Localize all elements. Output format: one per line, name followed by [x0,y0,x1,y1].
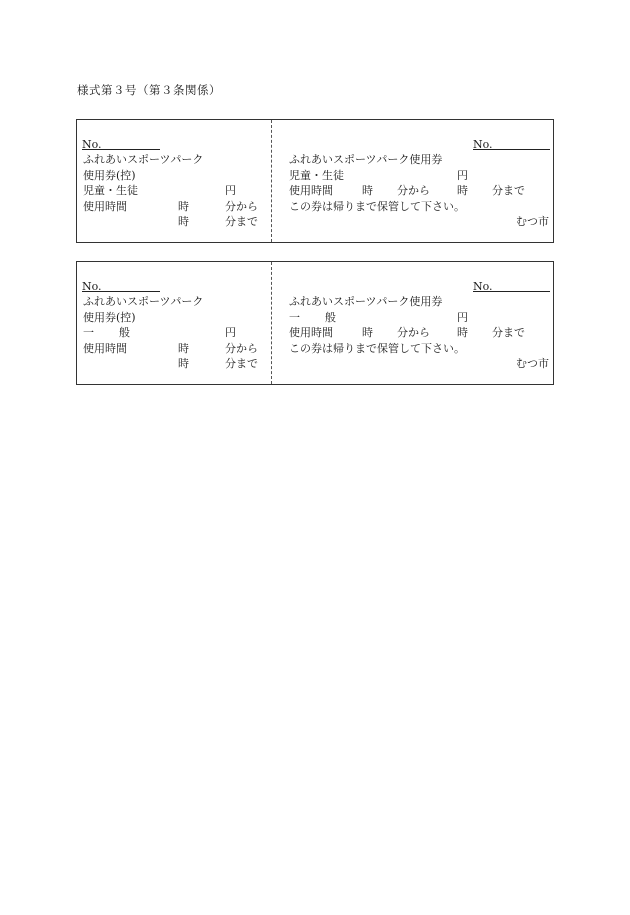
stub-from-label: 分から [225,342,258,355]
stub-number-label: No. [82,280,102,293]
ticket-notice: この券は帰りまで保管して下さい。 [289,200,465,213]
stub-yen-label: 円 [225,326,236,339]
stub-hour-label: 時 [178,200,189,213]
ticket-hour-label: 時 [362,326,373,339]
stub-category: 児童・生徒 [83,184,138,197]
stub-from-label: 分から [225,200,258,213]
stub-ticket-label: 使用券(控) [83,169,136,182]
perforation-line [271,120,272,242]
stub-park-name: ふれあいスポーツパーク [83,153,204,166]
ticket-category-first: 一 [289,311,300,324]
ticket-category-second: 般 [325,311,336,324]
stub-until-label: 分まで [225,357,258,370]
ticket-number-label: No. [473,280,493,293]
ticket-category: 児童・生徒 [289,169,344,182]
ticket-child-student [76,119,554,243]
stub-hour-label: 時 [178,357,189,370]
stub-park-name: ふれあいスポーツパーク [83,295,204,308]
stub-ticket-label: 使用券(控) [83,311,136,324]
stub-category-first: 一 [83,326,94,339]
ticket-from-label: 分から [397,184,430,197]
ticket-general [76,261,554,385]
ticket-hour-label: 時 [457,184,468,197]
ticket-usage-time-label: 使用時間 [289,184,333,197]
ticket-until-label: 分まで [492,184,525,197]
ticket-issuer: むつ市 [516,215,549,228]
stub-hour-label: 時 [178,342,189,355]
stub-usage-time-label: 使用時間 [83,342,127,355]
ticket-from-label: 分から [397,326,430,339]
stub-yen-label: 円 [225,184,236,197]
ticket-usage-time-label: 使用時間 [289,326,333,339]
ticket-hour-label: 時 [362,184,373,197]
ticket-number-label: No. [473,138,493,151]
ticket-notice: この券は帰りまで保管して下さい。 [289,342,465,355]
ticket-title: ふれあいスポーツパーク使用券 [289,153,443,166]
ticket-title: ふれあいスポーツパーク使用券 [289,295,443,308]
ticket-issuer: むつ市 [516,357,549,370]
stub-category-second: 般 [119,326,130,339]
ticket-number-field [473,137,550,150]
ticket-yen-label: 円 [457,311,468,324]
stub-number-field [82,137,160,150]
form-title: 様式第３号（第３条関係） [77,83,221,97]
stub-number-label: No. [82,138,102,151]
perforation-line [271,262,272,384]
stub-hour-label: 時 [178,215,189,228]
ticket-number-field [473,279,550,292]
stub-usage-time-label: 使用時間 [83,200,127,213]
ticket-hour-label: 時 [457,326,468,339]
ticket-until-label: 分まで [492,326,525,339]
stub-until-label: 分まで [225,215,258,228]
ticket-yen-label: 円 [457,169,468,182]
stub-number-field [82,279,160,292]
